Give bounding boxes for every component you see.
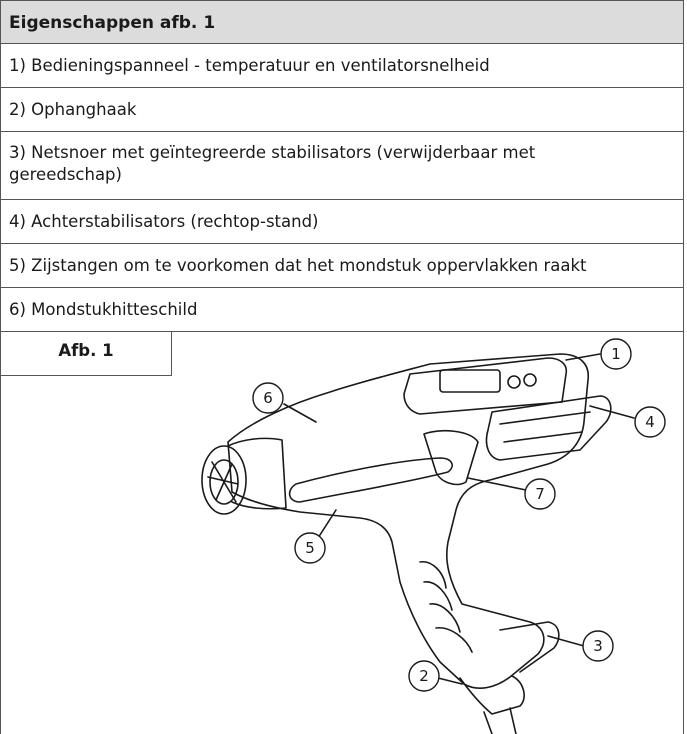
row-text: 2) Ophanghaak: [9, 100, 137, 119]
table-header: [0, 0, 684, 44]
table-row: [0, 44, 684, 88]
callout-6: 6: [263, 389, 273, 407]
row-text: 4) Achterstabilisators (rechtop-stand): [9, 212, 319, 231]
table-row: [0, 132, 684, 200]
table-row: [0, 200, 684, 244]
figure-label: Afb. 1: [0, 332, 172, 376]
callout-7: 7: [535, 485, 545, 503]
callout-4: 4: [645, 413, 655, 431]
table-title: Eigenschappen afb. 1: [9, 13, 216, 33]
table-row: [0, 244, 684, 288]
callout-1: 1: [611, 345, 621, 363]
callout-5: 5: [305, 539, 315, 557]
callout-3: 3: [593, 637, 603, 655]
row-text: 6) Mondstukhitteschild: [9, 300, 198, 319]
row-text: 1) Bedieningspanneel - temperatuur en ventilatorsnelheid: [9, 56, 490, 75]
heat-gun-illustration: [0, 332, 684, 734]
row-text: 5) Zijstangen om te voorkomen dat het mondstuk oppervlakken raakt: [9, 256, 587, 275]
table-row: [0, 88, 684, 132]
callout-2: 2: [419, 667, 429, 685]
row-text: 3) Netsnoer met geïntegreerde stabilisators (verwijderbaar met gereedschap): [9, 143, 536, 184]
table-row: [0, 288, 684, 332]
